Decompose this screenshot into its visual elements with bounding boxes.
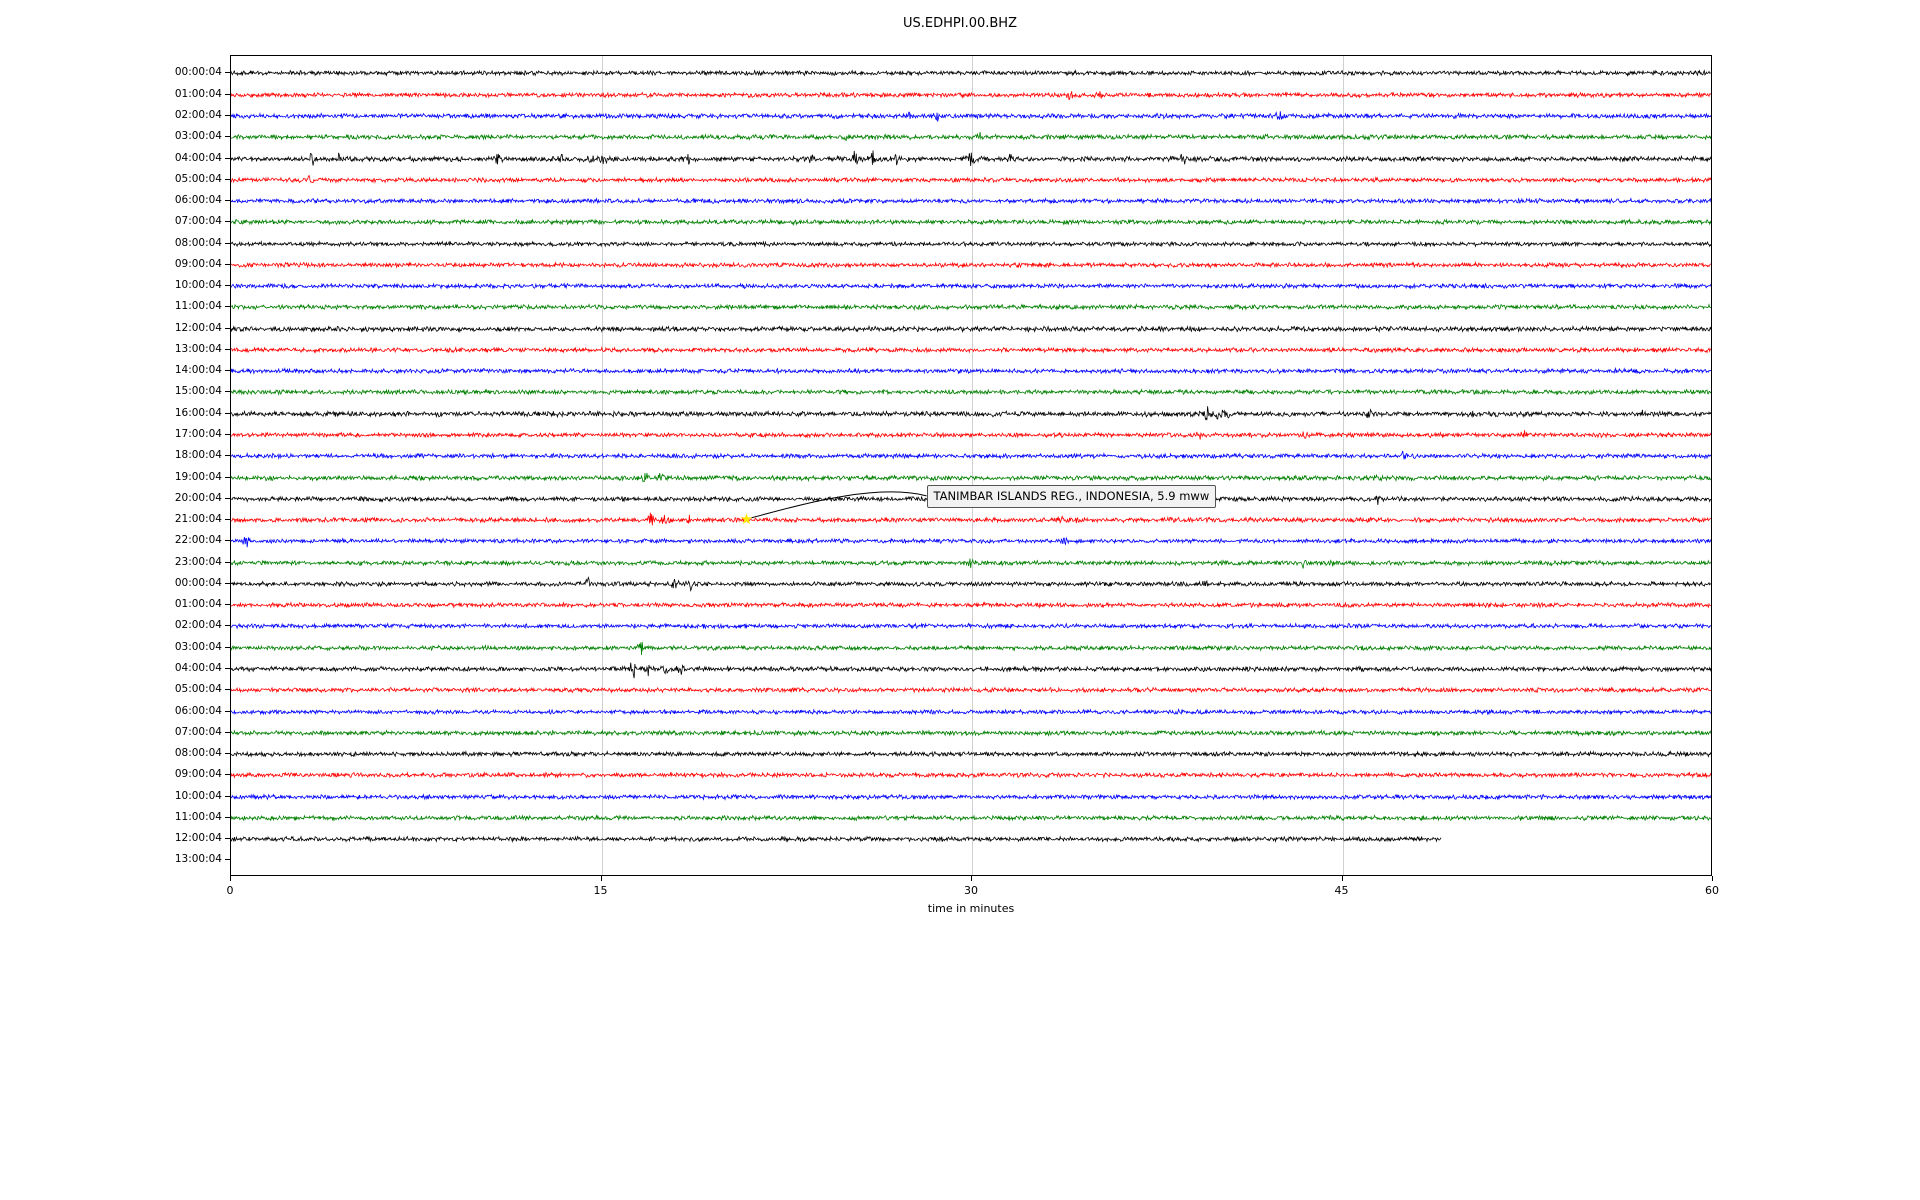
trace-row [231,338,1711,362]
y-tick-mark [225,647,230,648]
trace-row [231,61,1711,85]
y-tick-mark [225,562,230,563]
y-tick-label: 11:00:04 [174,810,222,823]
y-tick-mark [225,817,230,818]
y-tick-mark [225,477,230,478]
y-tick-label: 07:00:04 [174,725,222,738]
trace-row [231,806,1711,830]
trace-row [231,168,1711,192]
y-tick-label: 10:00:04 [174,789,222,802]
x-tick-label: 60 [1705,884,1719,897]
y-tick-label: 16:00:04 [174,406,222,419]
trace-row [231,763,1711,787]
y-tick-label: 09:00:04 [174,257,222,270]
y-tick-label: 00:00:04 [174,576,222,589]
y-tick-label: 18:00:04 [174,449,222,462]
y-tick-mark [225,413,230,414]
trace-row [231,657,1711,681]
y-tick-mark [225,72,230,73]
trace-row [231,125,1711,149]
trace-row [231,444,1711,468]
y-tick-mark [225,774,230,775]
grid-line [972,56,973,875]
x-tick-label: 15 [593,884,608,897]
x-tick-mark [971,876,972,881]
grid-line [602,56,603,875]
x-tick-mark [1342,876,1343,881]
y-tick-label: 19:00:04 [174,470,222,483]
trace-row [231,678,1711,702]
y-tick-label: 02:00:04 [174,108,222,121]
trace-row [231,274,1711,298]
y-tick-mark [225,540,230,541]
y-tick-mark [225,455,230,456]
y-tick-mark [225,668,230,669]
y-tick-mark [225,391,230,392]
y-tick-mark [225,370,230,371]
y-tick-mark [225,285,230,286]
y-tick-mark [225,221,230,222]
y-tick-label: 22:00:04 [174,534,222,547]
trace-row [231,147,1711,171]
trace-row [231,551,1711,575]
y-tick-label: 12:00:04 [174,321,222,334]
y-tick-label: 23:00:04 [174,555,222,568]
y-tick-label: 13:00:04 [174,342,222,355]
y-tick-label: 08:00:04 [174,236,222,249]
y-tick-mark [225,711,230,712]
y-tick-mark [225,753,230,754]
y-tick-mark [225,158,230,159]
y-tick-label: 02:00:04 [174,619,222,632]
trace-row [231,742,1711,766]
y-tick-mark [225,434,230,435]
y-tick-label: 17:00:04 [174,428,222,441]
y-tick-label: 04:00:04 [174,661,222,674]
y-tick-label: 05:00:04 [174,172,222,185]
y-tick-label: 21:00:04 [174,513,222,526]
y-tick-label: 03:00:04 [174,640,222,653]
y-tick-mark [225,732,230,733]
trace-row [231,572,1711,596]
y-tick-mark [225,136,230,137]
trace-row [231,253,1711,277]
y-tick-mark [225,200,230,201]
trace-row [231,189,1711,213]
trace-row [231,232,1711,256]
y-tick-label: 06:00:04 [174,194,222,207]
y-tick-label: 11:00:04 [174,300,222,313]
trace-row [231,402,1711,426]
x-tick-label: 0 [226,884,234,897]
y-tick-mark [225,306,230,307]
x-axis-label: time in minutes [927,902,1015,915]
y-tick-label: 14:00:04 [174,364,222,377]
x-tick-mark [230,876,231,881]
y-tick-label: 07:00:04 [174,215,222,228]
y-tick-mark [225,94,230,95]
trace-row [231,827,1711,851]
y-tick-label: 05:00:04 [174,683,222,696]
trace-row [231,423,1711,447]
trace-row [231,700,1711,724]
y-tick-label: 12:00:04 [174,832,222,845]
plot-area [230,55,1712,876]
x-tick-label: 45 [1334,884,1349,897]
y-tick-mark [225,604,230,605]
trace-row [231,614,1711,638]
y-tick-label: 04:00:04 [174,151,222,164]
y-tick-label: 01:00:04 [174,598,222,611]
y-tick-label: 15:00:04 [174,385,222,398]
x-tick-label: 30 [964,884,978,897]
trace-row [231,380,1711,404]
y-tick-label: 06:00:04 [174,704,222,717]
y-tick-mark [225,625,230,626]
y-tick-mark [225,583,230,584]
y-tick-mark [225,115,230,116]
y-tick-label: 09:00:04 [174,768,222,781]
trace-row [231,593,1711,617]
y-tick-mark [225,859,230,860]
y-tick-label: 10:00:04 [174,279,222,292]
trace-row [231,359,1711,383]
event-annotation-label: TANIMBAR ISLANDS REG., INDONESIA, 5.9 mww [927,485,1217,508]
y-tick-label: 00:00:04 [174,66,222,79]
y-tick-mark [225,689,230,690]
trace-row [231,529,1711,553]
y-tick-label: 08:00:04 [174,747,222,760]
y-tick-mark [225,264,230,265]
y-tick-mark [225,519,230,520]
trace-row [231,721,1711,745]
y-tick-mark [225,179,230,180]
y-tick-label: 01:00:04 [174,87,222,100]
y-tick-mark [225,838,230,839]
trace-row [231,785,1711,809]
x-tick-mark [1712,876,1713,881]
y-tick-label: 03:00:04 [174,130,222,143]
trace-row [231,210,1711,234]
grid-line [1343,56,1344,875]
trace-row [231,848,1711,872]
y-tick-mark [225,498,230,499]
y-tick-mark [225,328,230,329]
y-tick-mark [225,243,230,244]
trace-row [231,83,1711,107]
y-tick-mark [225,796,230,797]
y-tick-label: 20:00:04 [174,491,222,504]
event-star-marker: ★ [739,509,754,528]
chart-title: US.EDHPI.00.BHZ [903,16,1017,31]
trace-row [231,295,1711,319]
trace-row [231,508,1711,532]
trace-row [231,317,1711,341]
trace-row [231,636,1711,660]
y-axis-tick-labels [0,0,222,1200]
trace-row [231,104,1711,128]
x-tick-mark [601,876,602,881]
y-tick-label: 13:00:04 [174,853,222,866]
y-tick-mark [225,349,230,350]
